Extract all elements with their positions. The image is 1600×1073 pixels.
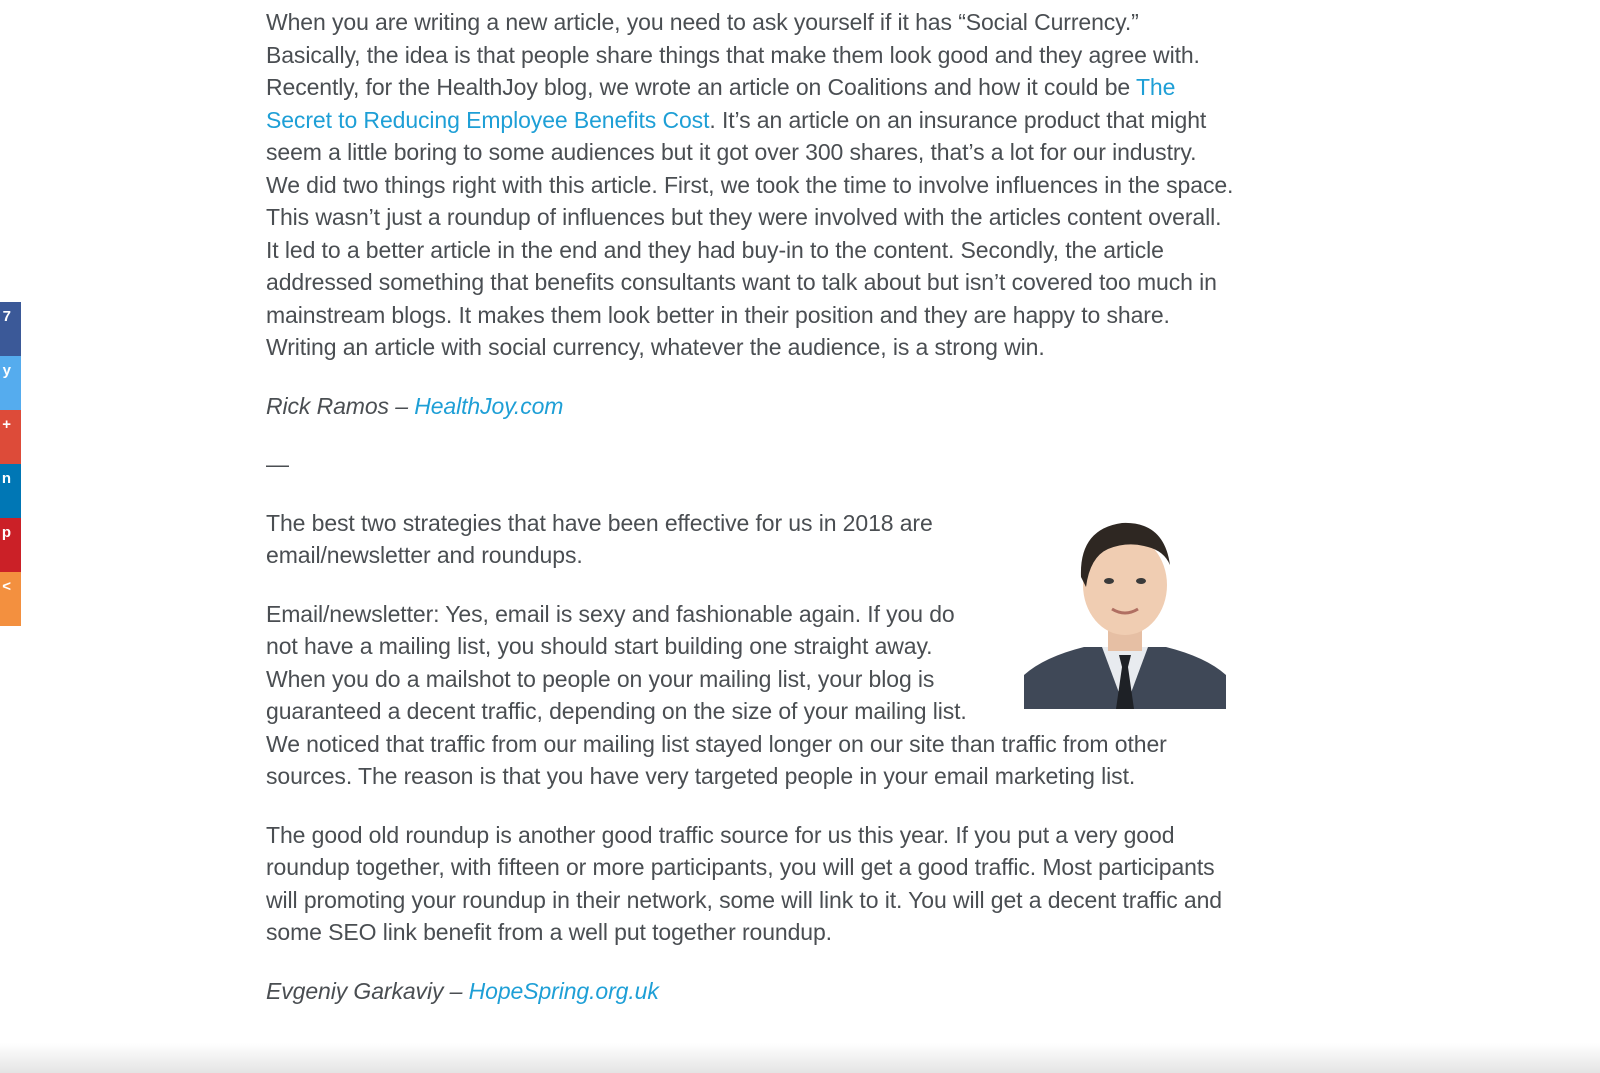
facebook-share-button[interactable]	[0, 302, 21, 356]
paragraph-strategies-intro: The best two strategies that have been effective for us in 2018 are email/newsletter and roundups.	[266, 509, 933, 568]
paragraph-email-newsletter: Email/newsletter: Yes, email is sexy and fashionable again. If you do not have a mailing list, you should start building one straight away. When you do a mailshot to people on your mailing list, your blog is guaranteed a decent traffic, depending on the size of your mailing list. We noticed that traffic from our mailing list stayed longer on our site than traffic from other sources. The reason is that you have very targeted people in your email marketing list.	[266, 600, 1167, 789]
bottom-shadow	[0, 1043, 1600, 1073]
googleplus-share-button[interactable]	[0, 410, 21, 464]
twitter-icon: y	[2, 362, 11, 379]
paragraph-roundup: The good old roundup is another good traffic source for us this year. If you put a very good roundup together, with fifteen or more participants, you will get a good traffic. Most participants will promoting your roundup in their network, some will link to it. You will get a decent traffic and some SEO link benefit from a well put together roundup.	[266, 821, 1222, 945]
author-signature-evgeniy-garkaviy	[266, 975, 1234, 1008]
linkedin-share-button[interactable]	[0, 464, 21, 518]
social-share-bar	[0, 302, 21, 626]
pinterest-icon: p	[1, 524, 11, 541]
googleplus-icon: +	[2, 416, 11, 433]
paragraph-text: . It’s an article on an insurance product that might seem a little boring to some audiences but it got over 300 shares, that’s a lot for our industry. We did two things right with this article. First, we took the time to involve influences in the space. This wasn’t just a roundup of influences but they were involved with the articles content overall. It led to a better article in the end and they had buy-in to the content. Secondly, the article addressed something that benefits consultants want to talk about but isn’t covered too much in mainstream blogs. It makes them look better in their position and they are happy to share. Writing an article with social currency, whatever the audience, is a strong win.	[266, 106, 1234, 360]
portrait-image	[1024, 507, 1226, 709]
facebook-share-count: 7	[2, 308, 11, 325]
linkedin-icon: n	[1, 470, 11, 487]
author-signature-rick-ramos	[266, 390, 1234, 423]
author-name: Rick Ramos –	[266, 392, 415, 419]
secret-benefits-cost-link[interactable]: The Secret to Reducing Employee Benefits Cost	[266, 74, 1176, 133]
author-name: Evgeniy Garkaviy –	[266, 977, 469, 1004]
paragraph-social-currency	[266, 6, 1234, 364]
more-share-button[interactable]	[0, 572, 21, 626]
healthjoy-link[interactable]: HealthJoy.com	[414, 392, 564, 419]
twitter-share-button[interactable]	[0, 356, 21, 410]
share-icon: <	[2, 578, 11, 595]
separator-dash: —	[266, 451, 289, 477]
author-photo-evgeniy	[1024, 507, 1226, 709]
pinterest-share-button[interactable]	[0, 518, 21, 572]
hopespring-link[interactable]: HopeSpring.org.uk	[468, 977, 659, 1004]
article-body	[266, 6, 1234, 1033]
paragraph-text: When you are writing a new article, you need to ask yourself if it has “Social Currency.” Basically, the idea is that people share things that make them look good and they agree with. Recently, for the HealthJoy blog, we wrote an article on Coalitions and how it could be	[266, 9, 1200, 100]
